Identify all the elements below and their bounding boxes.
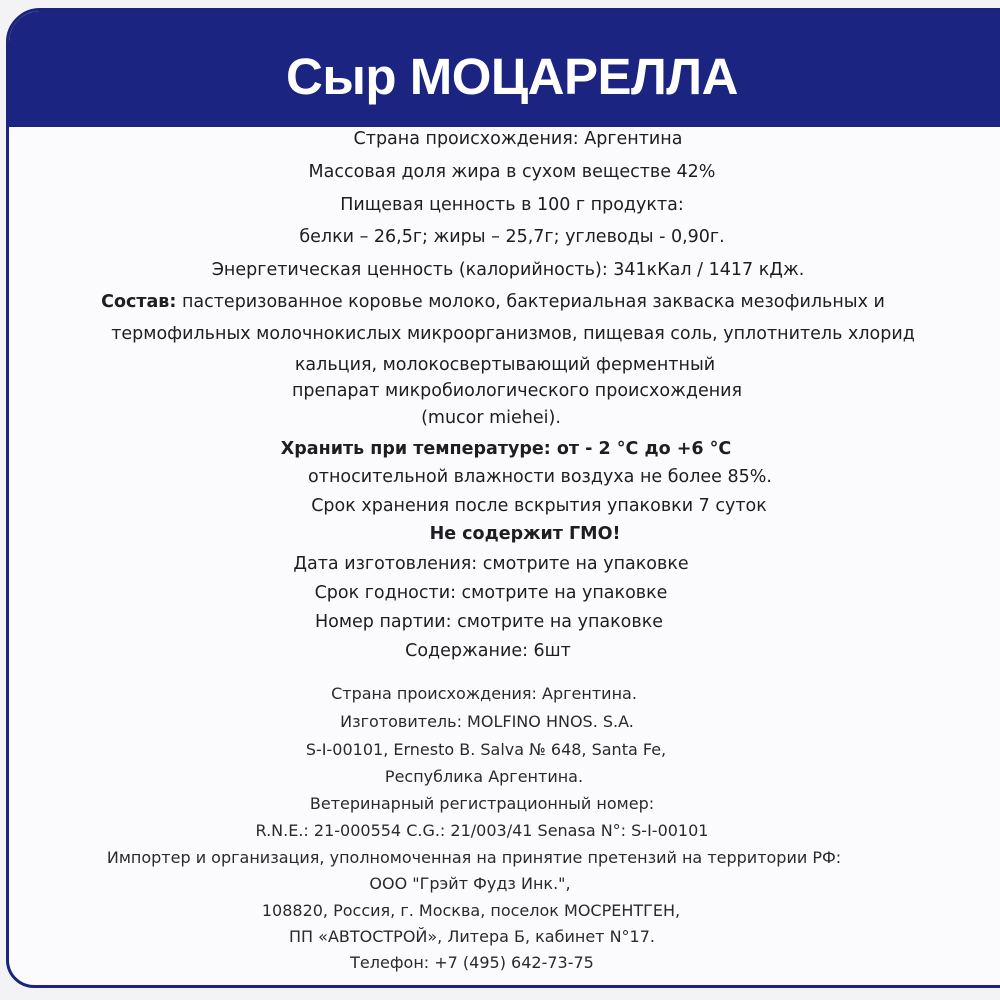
package-contents: Содержание: 6шт [405,641,571,661]
maker-republic: Республика Аргентина. [384,767,584,786]
composition-text-1: пастеризованное коровье молоко, бактериальная закваска мезофильных и [181,292,885,312]
importer-address-1: 108820, Россия, г. Москва, поселок МОСРЕНТГЕН, [261,901,681,920]
composition-label: Состав: [101,292,177,312]
energy-line: Энергетическая ценность (калорийность): 341кКал / 1417 кДж. [211,260,805,280]
product-title: Сыр МОЦАРЕЛЛА [286,48,738,105]
storage-after-opening: Срок хранения после вскрытия упаковки 7 суток [311,496,767,516]
country-line: Страна происхождения: Аргентина [353,129,683,149]
fat-line: Массовая доля жира в сухом веществе 42% [308,162,716,182]
importer-name: ООО "Грэйт Фудз Инк.", [369,874,571,893]
expiry-date: Срок годности: смотрите на упаковке [314,583,668,603]
nutrition-values: белки – 26,5г; жиры – 25,7г; углеводы - 0,90г. [299,227,725,247]
composition-line-1 [101,291,885,313]
maker-name: Изготовитель: MOLFINO HNOS. S.A. [340,712,634,731]
composition-line-3: кальция, молокосвертывающий ферментный [294,355,716,375]
batch-number: Номер партии: смотрите на упаковке [314,612,664,632]
composition-line-2: термофильных молочнокислых микроорганизмов, пищевая соль, уплотнитель хлорид [111,324,915,344]
importer-label: Импортер и организация, уполномоченная на принятие претензий на территории РФ: [106,848,842,867]
storage-humidity: относительной влажности воздуха не более 85%. [308,467,772,487]
importer-phone: Телефон: +7 (495) 642-73-75 [350,953,594,972]
storage-temperature: Хранить при температуре: от - 2 °С до +6 °С [280,439,732,459]
composition-line-5: (mucor miehei). [421,408,561,428]
vet-registration-number: R.N.E.: 21-000554 C.G.: 21/003/41 Senasa N°: S-I-00101 [255,821,709,840]
gmo-notice: Не содержит ГМО! [429,524,621,544]
vet-registration-label: Ветеринарный регистрационный номер: [309,794,655,813]
importer-address-2: ПП «АВТОСТРОЙ», Литера Б, кабинет N°17. [289,927,655,946]
nutrition-header: Пищевая ценность в 100 г продукта: [340,195,684,215]
maker-country: Страна происхождения: Аргентина. [331,684,637,703]
composition-line-4: препарат микробиологического происхождения [291,381,743,401]
maker-address: S-I-00101, Ernesto B. Salva № 648, Santa Fe, [305,740,667,759]
title-banner [9,11,1000,127]
production-date: Дата изготовления: смотрите на упаковке [293,554,689,574]
